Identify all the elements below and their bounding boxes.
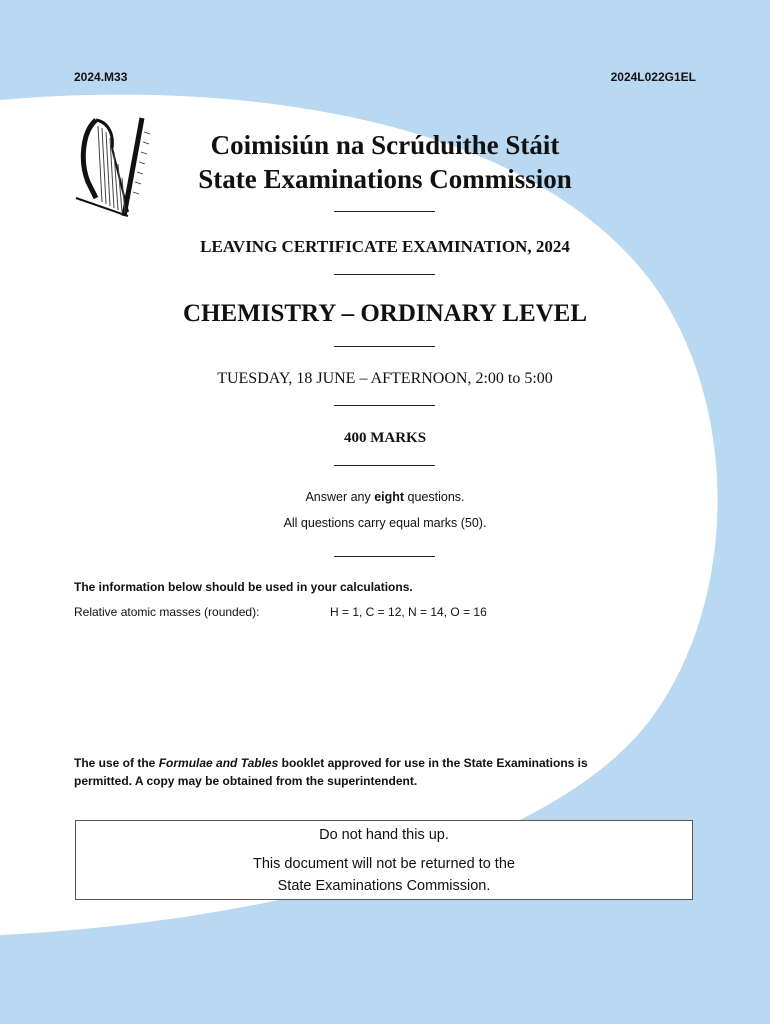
- divider: [334, 465, 435, 466]
- atomic-mass-values: H = 1, C = 12, N = 14, O = 16: [330, 605, 487, 619]
- exam-code-left: 2024.M33: [74, 70, 128, 84]
- notice-box: [75, 820, 693, 900]
- calc-info-heading: The information below should be used in your calculations.: [74, 580, 413, 594]
- instruction-marks: All questions carry equal marks (50).: [283, 516, 487, 530]
- notice-line1: Do not hand this up.: [319, 827, 449, 843]
- subject-title: CHEMISTRY – ORDINARY LEVEL: [182, 300, 588, 327]
- notice-line2: This document will not be returned to the: [253, 856, 515, 872]
- divider: [334, 556, 435, 557]
- exam-code-right: 2024L022G1EL: [610, 70, 696, 84]
- divider: [334, 405, 435, 406]
- tables-note-line2: permitted. A copy may be obtained from the superintendent.: [74, 774, 418, 788]
- instruction-answer: Answer any eight questions.: [305, 490, 465, 504]
- tables-note: The use of the Formulae and Tables booklet approved for use in the State Examinations is: [74, 756, 588, 770]
- notice-line3: State Examinations Commission.: [277, 878, 491, 894]
- divider: [334, 346, 435, 347]
- atomic-mass-label: Relative atomic masses (rounded):: [74, 605, 260, 619]
- commission-name-english: State Examinations Commission: [198, 164, 572, 194]
- commission-name-irish: Coimisiún na Scrúduithe Stáit: [210, 130, 560, 160]
- total-marks: 400 MARKS: [343, 430, 427, 446]
- divider: [334, 211, 435, 212]
- exam-date: TUESDAY, 18 JUNE – AFTERNOON, 2:00 to 5:00: [217, 370, 553, 387]
- divider: [334, 274, 435, 275]
- certificate-title: LEAVING CERTIFICATE EXAMINATION, 2024: [200, 237, 570, 256]
